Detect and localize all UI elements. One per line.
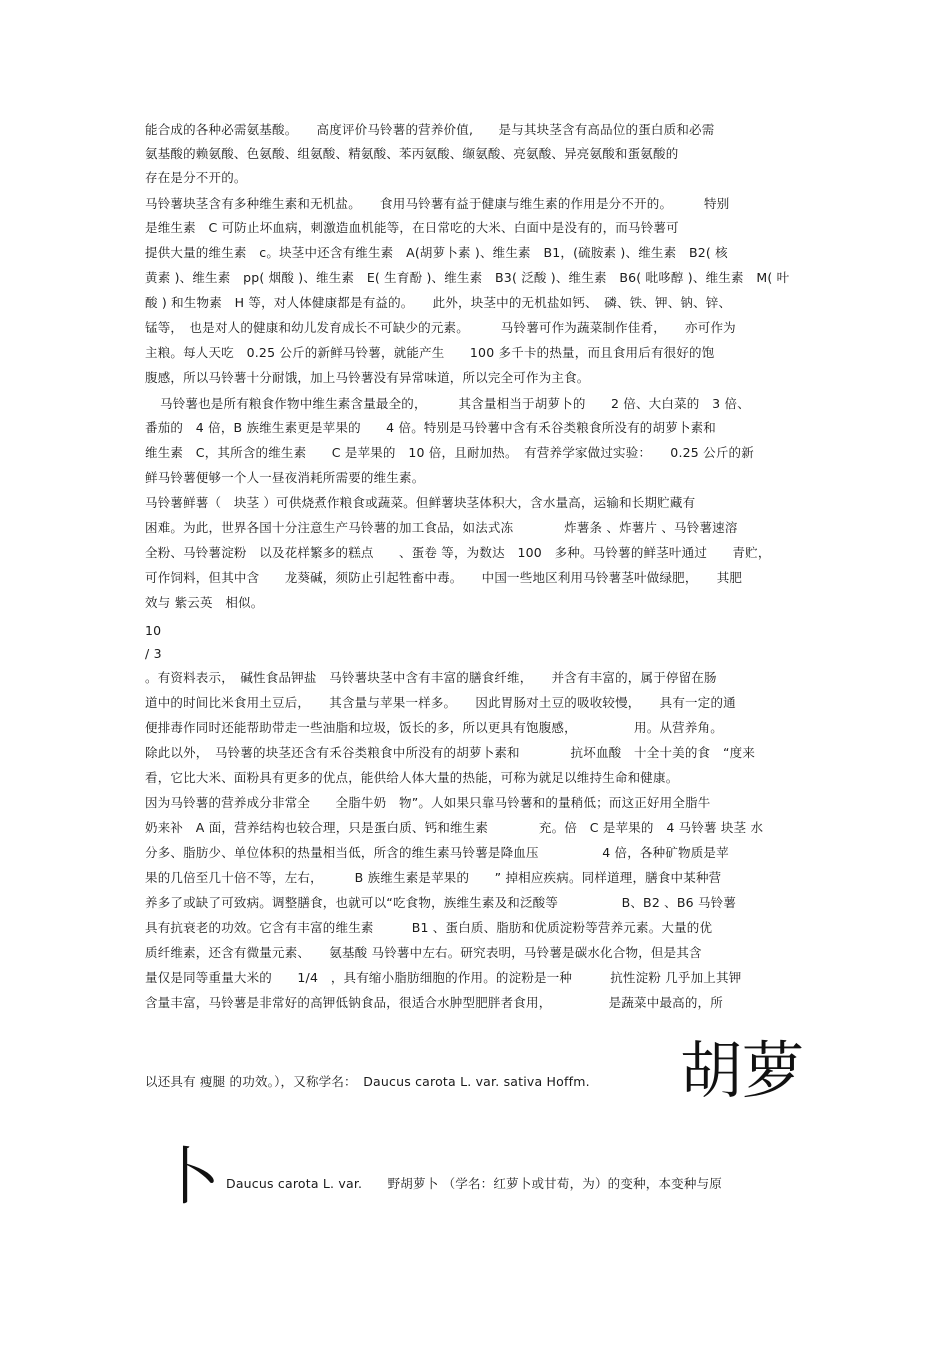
text-line: 量仅是同等重量大米的 1/4 ，具有缩小脂肪细胞的作用。的淀粉是一种 抗性淀粉 几乎加上其钾 xyxy=(145,970,742,985)
text-line: 因为马铃薯的营养成分非常全 全脂牛奶 物”。人如果只靠马铃薯和的量稍低；而这正好用全脂牛 xyxy=(145,795,711,810)
text-line: 质纤维素，还含有微量元素、 氨基酸 马铃薯中左右。研究表明，马铃薯是碳水化合物，但是其含 xyxy=(145,945,702,960)
text-line: 效与 紫云英 相似。 xyxy=(145,595,264,610)
text-line: 氨基酸的赖氨酸、色氨酸、组氨酸、精氨酸、苯丙氨酸、缬氨酸、亮氨酸、异亮氨酸和蛋氨酸的 xyxy=(145,146,679,161)
text-line: 道中的时间比米食用土豆后， 其含量与苹果一样多。 因此胃肠对土豆的吸收较慢， 具有一定的通 xyxy=(145,695,736,710)
text-line: 便排毒作同时还能帮助带走一些油脂和垃圾，饭长的多，所以更具有饱腹感， 用。从营养角。 xyxy=(145,720,723,735)
text-line: 黄素 )、维生素 pp( 烟酸 )、维生素 E( 生育酚 )、维生素 B3( 泛酸 )、维生素 B6( 吡哆醇 )、维生素 M( 叶 xyxy=(145,270,790,285)
text-line: 马铃薯也是所有粮食作物中维生素含量最全的， 其含量相当于胡萝卜的 2 倍、大白菜的 3 倍、 xyxy=(160,396,750,411)
text-line: 分多、脂肪少、单位体积的热量相当低，所含的维生素马铃薯是降血压 4 倍，各种矿物质是苹 xyxy=(145,845,729,860)
text-line: 存在是分不开的。 xyxy=(145,170,247,185)
text-line: 含量丰富，马铃薯是非常好的高钾低钠食品，很适合水肿型肥胖者食用， 是蔬菜中最高的，所 xyxy=(145,995,723,1010)
text-line: 。有资料表示， 碱性食品钾盐 马铃薯块茎中含有丰富的膳食纤维， 并含有丰富的，属于停留在肠 xyxy=(145,670,717,685)
text-line: 全粉、马铃薯淀粉 以及花样繁多的糕点 、蛋卷 等，为数达 100 多种。马铃薯的鲜茎叶通过 青贮， xyxy=(145,545,771,560)
heading-large-part1: 胡萝 xyxy=(680,1034,805,1107)
text-line: 提供大量的维生素 c。块茎中还含有维生素 A(胡萝卜素 )、维生素 B1，(硫胺素 )、维生素 B2( 核 xyxy=(145,245,728,260)
text-line: 果的几倍至几十倍不等，左右， B 族维生素是苹果的 ” 掉相应疾病。同样道理，膳食中某种营 xyxy=(145,870,722,885)
text-line: 10 xyxy=(145,623,162,638)
heading-large-part2: 卜 xyxy=(158,1140,221,1213)
text-line: 锰等， 也是对人的健康和幼儿发育成长不可缺少的元素。 马铃薯可作为蔬菜制作佳肴， 亦可作为 xyxy=(145,320,736,335)
text-line: 困难。为此，世界各国十分注意生产马铃薯的加工食品，如法式冻 炸薯条 、炸薯片 、马铃薯速溶 xyxy=(145,520,738,535)
last-line: Daucus carota L. var. 野胡萝卜 （学名：红萝卜或甘荀，为）的变种，本变种与原 xyxy=(226,1176,722,1191)
text-line: 可作饲料，但其中含 龙葵碱，须防止引起牲畜中毒。 中国一些地区利用马铃薯茎叶做绿肥， 其肥 xyxy=(145,570,743,585)
text-line: 鲜马铃薯便够一个人一昼夜消耗所需要的维生素。 xyxy=(145,470,425,485)
text-line: 养多了或缺了可致病。调整膳食，也就可以“吃食物，族维生素及和泛酸等 B、B2 、B6 马铃薯 xyxy=(145,895,737,910)
text-line: 番茄的 4 倍，B 族维生素更是苹果的 4 倍。特别是马铃薯中含有禾谷类粮食所没有的胡萝卜素和 xyxy=(145,420,717,435)
text-line: / 3 xyxy=(145,646,162,661)
text-line: 维生素 C，其所含的维生素 C 是苹果的 10 倍，且耐加热。 有营养学家做过实验： 0.25 公斤的新 xyxy=(145,445,754,460)
text-line: 是维生素 C 可防止坏血病，刺激造血机能等，在日常吃的大米、白面中是没有的，而马铃薯可 xyxy=(145,220,679,235)
text-line: 酸 ) 和生物素 H 等，对人体健康都是有益的。 此外，块茎中的无机盐如钙、 磷、铁、钾、钠、锌、 xyxy=(145,295,732,310)
text-line: 具有抗衰老的功效。它含有丰富的维生素 B1 、蛋白质、脂肪和优质淀粉等营养元素。大量的优 xyxy=(145,920,713,935)
text-line: 除此以外， 马铃薯的块茎还含有禾谷类粮食中所没有的胡萝卜素和 抗坏血酸 十全十美的食 “度来 xyxy=(145,745,756,760)
text-line: 主粮。每人天吃 0.25 公斤的新鲜马铃薯，就能产生 100 多千卡的热量，而且食用后有很好的饱 xyxy=(145,345,715,360)
text-line: 马铃薯块茎含有多种维生素和无机盐。 食用马铃薯有益于健康与维生素的作用是分不开的。 特别 xyxy=(145,196,730,211)
text-line: 腹感，所以马铃薯十分耐饿，加上马铃薯没有异常味道，所以完全可作为主食。 xyxy=(145,370,590,385)
text-line: 马铃薯鲜薯（ 块茎 ）可供烧煮作粮食或蔬菜。但鲜薯块茎体积大，含水量高，运输和长期贮藏有 xyxy=(145,495,696,510)
text-line: 奶来补 A 面，营养结构也较合理，只是蛋白质、钙和维生素 充。倍 C 是苹果的 4 马铃薯 块茎 水 xyxy=(145,820,764,835)
tail-line: 以还具有 瘦腿 的功效。），又称学名： Daucus carota L. var. sativa Hoffm. xyxy=(145,1074,590,1089)
text-line: 看，它比大米、面粉具有更多的优点，能供给人体大量的热能，可称为就足以维持生命和健康。 xyxy=(145,770,679,785)
text-line: 能合成的各种必需氨基酸。 高度评价马铃薯的营养价值, 是与其块茎含有高品位的蛋白质和必需 xyxy=(145,122,715,137)
